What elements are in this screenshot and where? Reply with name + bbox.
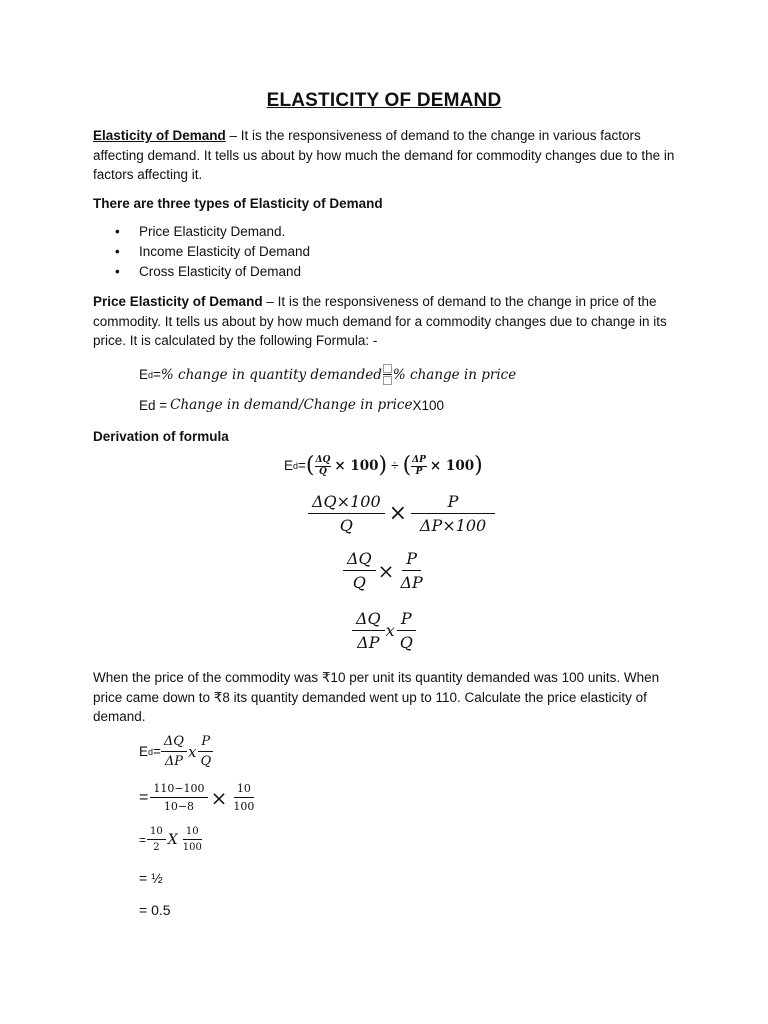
fraction-dp-p: $\frac{\Delta P}{P}$	[412, 454, 426, 477]
formula-1-sub: d	[148, 369, 154, 380]
intro-paragraph	[93, 126, 683, 185]
paren-close: )	[474, 453, 483, 478]
list-item: • Income Elasticity of Demand	[115, 242, 310, 262]
ped-text: – It is the responsiveness of demand to the change in price of the commodity. It tells us about by how much demand for a commodity changes due to change in its price. It is calculated by the following Formula: -	[93, 294, 667, 348]
formula-1-numerator: % change in quantity demanded	[160, 366, 382, 383]
paren-open: (	[305, 453, 315, 478]
solution-sub: d	[148, 746, 154, 757]
intro-term: Elasticity of Demand	[93, 128, 226, 143]
ped-term: Price Elasticity of Demand	[93, 294, 263, 309]
formula-1-fraction-bar	[383, 364, 392, 385]
formula-1-eq: =	[153, 367, 161, 382]
fraction-p-dp100: $\frac{P}{\Delta P\times 100}$	[411, 492, 495, 535]
times-sign: X	[167, 831, 178, 848]
solution-eq: =	[153, 744, 161, 759]
equals-sign: =	[139, 832, 147, 847]
derivation-step-2	[308, 492, 495, 535]
derivation-heading: Derivation of formula	[93, 429, 229, 444]
solution-result: = 0.5	[139, 902, 171, 918]
list-item: • Price Elasticity Demand.	[115, 222, 310, 242]
paren-open: (	[402, 453, 412, 478]
times-sign: x	[187, 742, 197, 761]
page-title: ELASTICITY OF DEMAND	[266, 90, 502, 111]
fraction-10-2: $\frac{10}{2}$	[147, 826, 166, 853]
derivation-lhs: E	[284, 458, 294, 473]
times-100-a: × 100	[334, 457, 379, 474]
paren-close: )	[378, 453, 388, 478]
problem-paragraph: When the price of the commodity was ₹10 per unit its quantity demanded was 100 units. When price came down to ₹8 its quantity demanded went up to 110. Calculate the price elasticity of demand.	[93, 670, 660, 724]
solution-step-1	[139, 734, 214, 769]
formula-1	[139, 364, 516, 385]
fraction-p-q: $\frac{P}{Q}$	[396, 609, 417, 652]
derivation-sub: d	[293, 460, 299, 471]
fraction-p-q: $\frac{P}{Q}$	[197, 734, 214, 769]
fraction-dq-dp: $\frac{\Delta Q}{\Delta P}$	[352, 609, 385, 652]
ped-paragraph	[93, 292, 683, 351]
formula-2-suffix: X100	[412, 397, 445, 413]
formula-2-lhs: Ed =	[139, 397, 168, 413]
derivation-step-1	[284, 453, 483, 478]
solution-step-4: = ½	[139, 870, 163, 886]
fraction-10-100: $\frac{10}{100}$	[182, 826, 202, 853]
fraction-dq-q: $\frac{\Delta Q}{Q}$	[343, 549, 376, 592]
derivation-step-4	[352, 609, 417, 652]
times-sign: ×	[377, 558, 395, 583]
formula-1-lhs: E	[139, 367, 149, 382]
types-list	[115, 222, 310, 282]
fraction-110-100: $\frac{110-100}{10-8}$	[150, 782, 207, 813]
formula-1-denominator: % change in price	[392, 366, 517, 383]
solution-lhs: E	[139, 744, 149, 759]
times-sign: ×	[388, 501, 408, 526]
times-sign: ×	[210, 785, 228, 810]
fraction-p-dp: $\frac{P}{\Delta P}$	[400, 549, 423, 592]
divide-sign: ÷	[391, 458, 399, 473]
fraction-dq-q: $\frac{\Delta Q}{Q}$	[315, 454, 331, 477]
fraction-10-100: $\frac{10}{100}$	[233, 782, 255, 813]
equals-sign: =	[139, 788, 149, 806]
intro-text: – It is the responsiveness of demand to the change in various factors affecting demand. It tells us about by how much the demand for commodity changes due to the in factors affecting it.	[93, 128, 675, 182]
derivation-eq: =	[298, 458, 306, 473]
types-heading: There are three types of Elasticity of Demand	[93, 196, 383, 211]
times-sign: x	[385, 621, 395, 640]
solution-step-3	[139, 826, 205, 853]
formula-2-expr: Change in demand/Change in price	[170, 397, 413, 413]
solution-step-2	[139, 782, 257, 813]
fraction-dq100-q: $\frac{\Delta Q\times 100}{Q}$	[308, 492, 385, 535]
times-100-b: × 100	[429, 457, 475, 474]
formula-2	[139, 397, 444, 413]
derivation-step-3	[343, 549, 427, 592]
fraction-dq-dp: $\frac{\Delta Q}{\Delta P}$	[161, 734, 187, 769]
list-item: • Cross Elasticity of Demand	[115, 262, 310, 282]
